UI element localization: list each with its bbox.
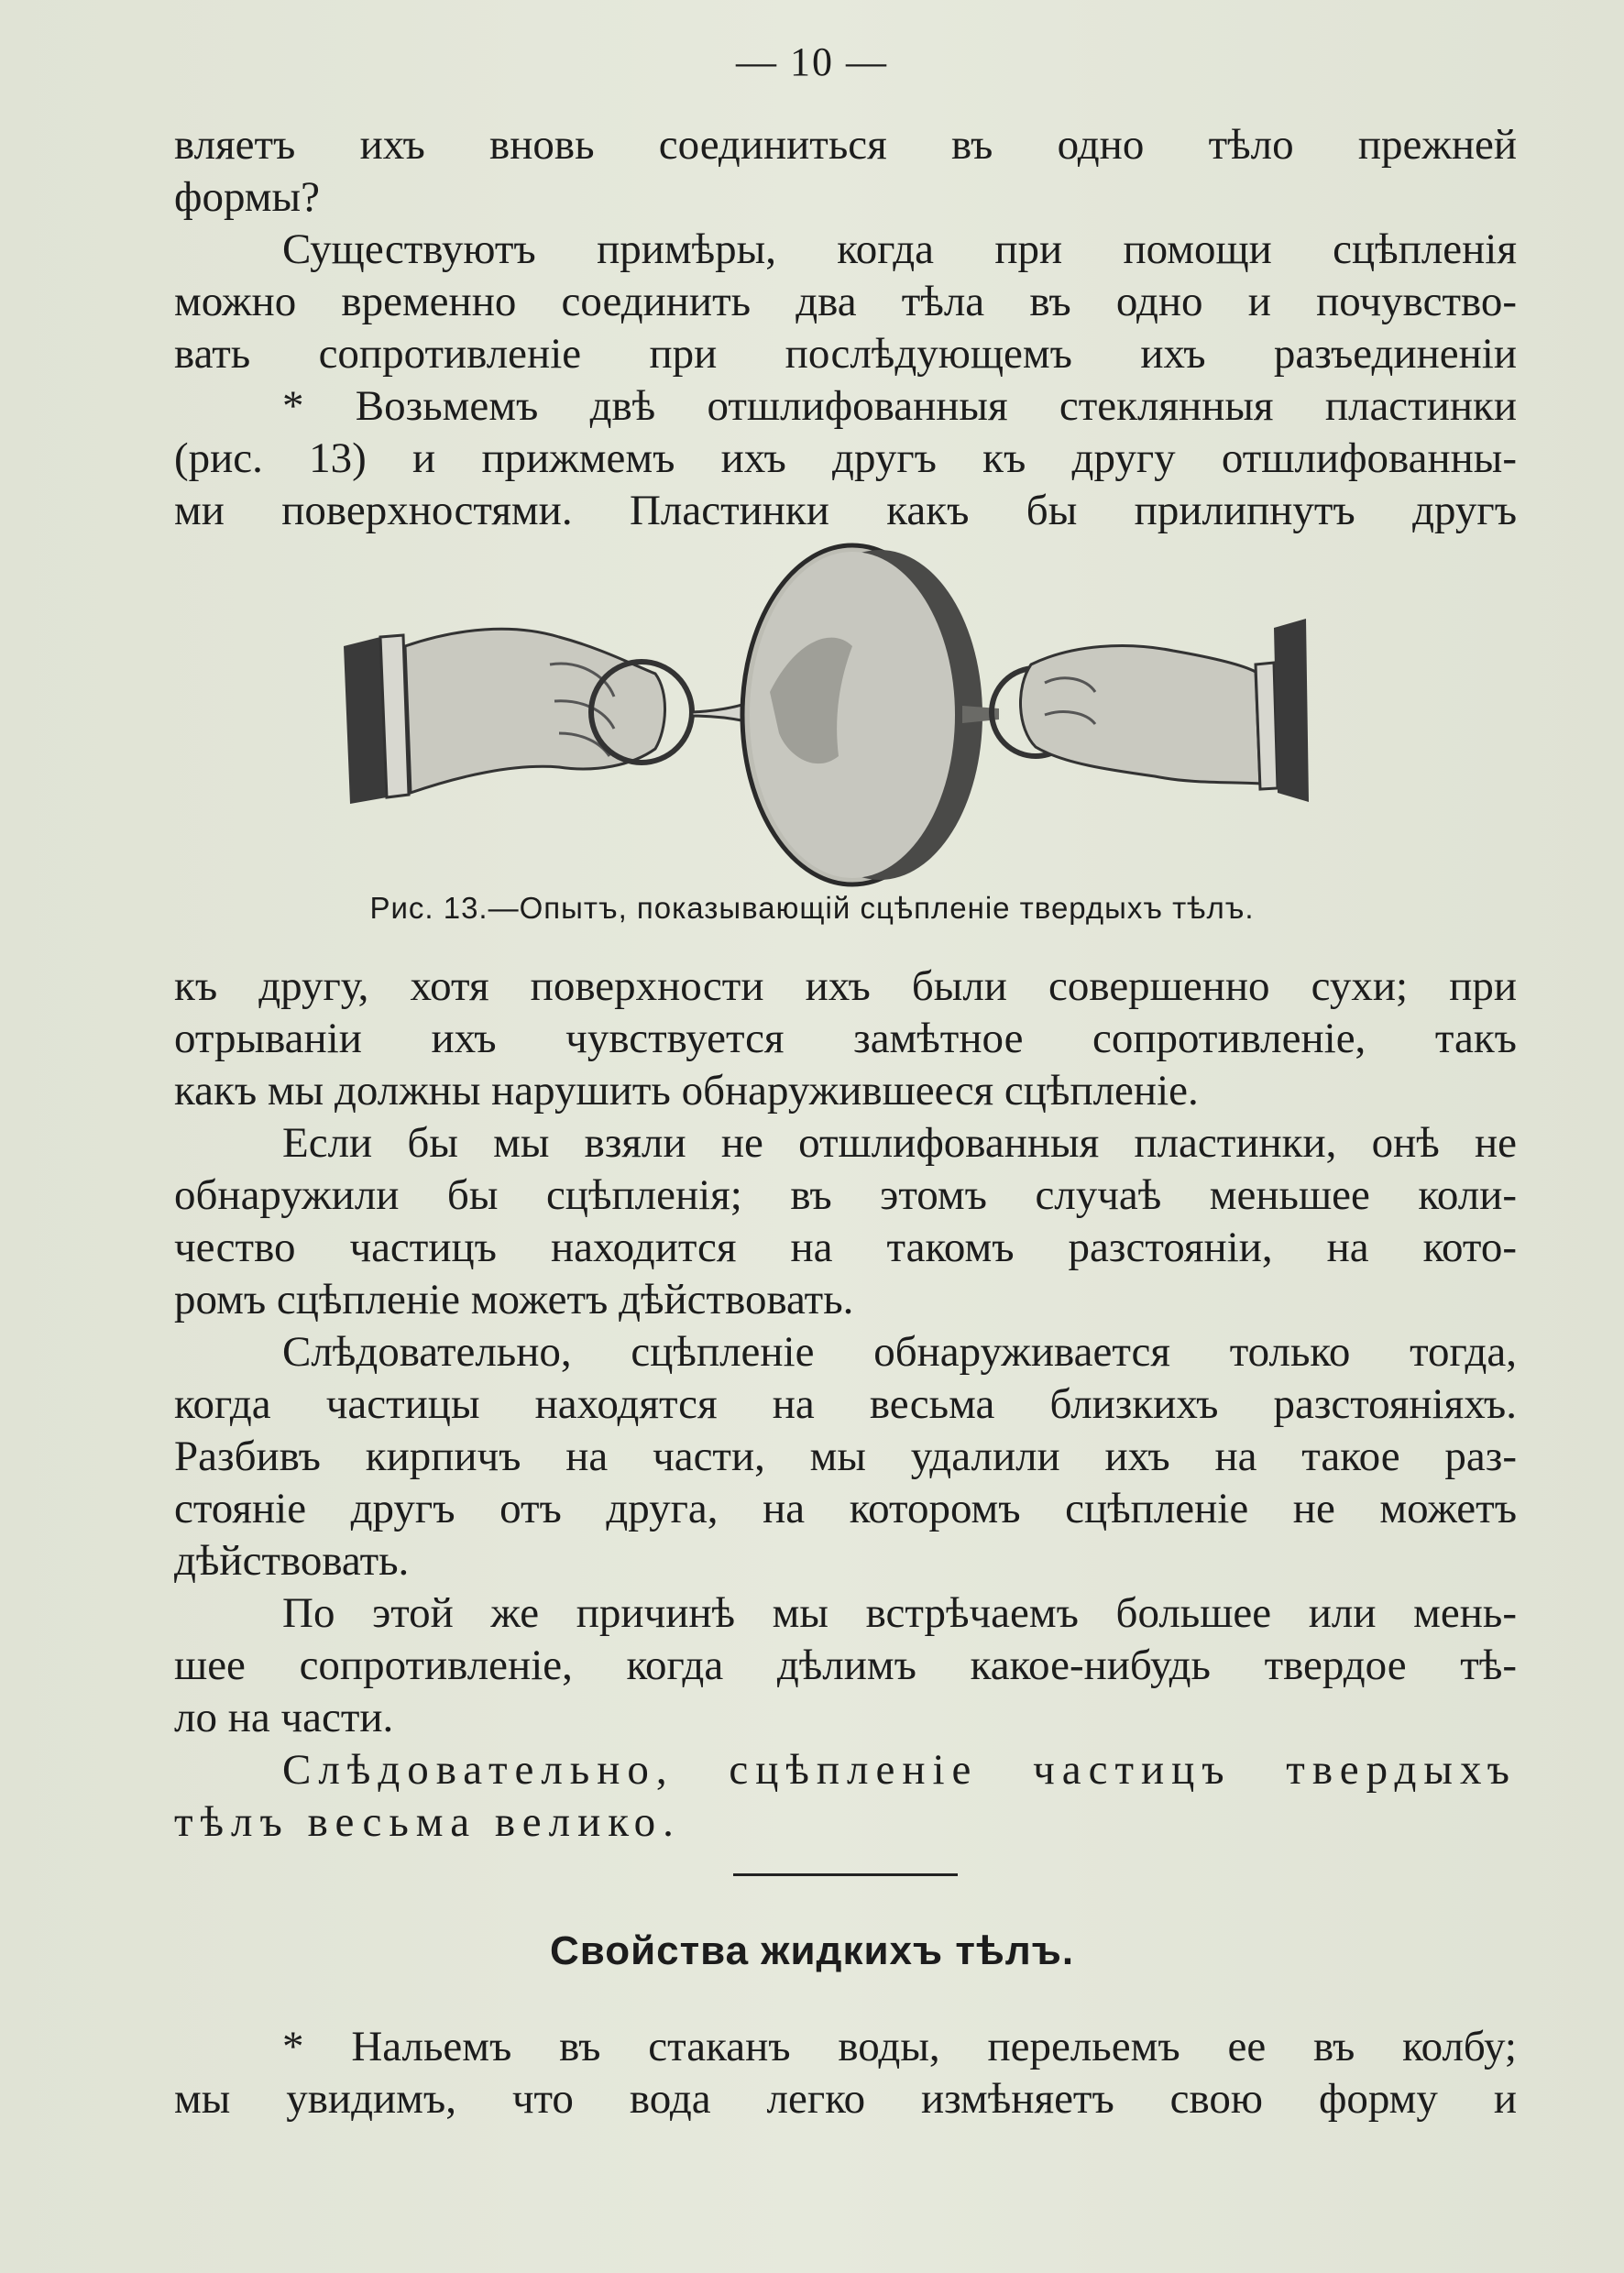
text-line: Слѣдовательно, сцѣпленіе обнаруживается только тогда, <box>282 1328 1517 1376</box>
text-line: когда частицы находятся на весьма близкихъ разстояніяхъ. <box>174 1380 1517 1428</box>
text-line: * Возьмемъ двѣ отшлифованныя стеклянныя пластинки <box>282 382 1517 430</box>
text-line: ромъ сцѣпленіе можетъ дѣйствовать. <box>174 1276 854 1323</box>
middle-text <box>174 961 1517 1849</box>
text-line: стояніе другъ отъ друга, на которомъ сцѣпленіе не можетъ <box>174 1485 1517 1532</box>
text-line: можно временно соединить два тѣла въ одно и почувство- <box>174 278 1517 325</box>
section-title: Свойства жидкихъ тѣлъ. <box>549 1928 1075 1973</box>
text-line: дѣйствовать. <box>174 1537 410 1585</box>
text-line: обнаружили бы сцѣпленія; въ этомъ случаѣ меньшее коли- <box>174 1171 1517 1219</box>
section-divider <box>733 1873 958 1876</box>
text-line: отрываніи ихъ чувствуется замѣтное сопротивленіе, такъ <box>174 1015 1517 1062</box>
text-line: шее сопротивленіе, когда дѣлимъ какое-нибудь твердое тѣ- <box>174 1642 1517 1689</box>
top-text <box>174 119 1517 537</box>
text-line: Разбивъ кирпичъ на части, мы удалили ихъ на такое раз- <box>174 1433 1517 1480</box>
text-line: чество частицъ находится на такомъ разстояніи, на кото- <box>174 1224 1517 1271</box>
text-line: Если бы мы взяли не отшлифованныя пластинки, онѣ не <box>282 1119 1517 1167</box>
bottom-text <box>174 2021 1517 2125</box>
text-line: * Нальемъ въ стаканъ воды, перельемъ ее въ колбу; <box>282 2023 1517 2070</box>
text-line: мы увидимъ, что вода легко измѣняетъ свою форму и <box>174 2075 1517 2123</box>
text-line: вляетъ ихъ вновь соединиться въ одно тѣло прежней <box>174 121 1517 169</box>
text-line: Слѣдовательно, сцѣпленіе частицъ твердыхъ <box>282 1746 1517 1794</box>
text-line: какъ мы должны нарушить обнаружившееся сцѣпленіе. <box>174 1067 1199 1115</box>
text-line: ло на части. <box>174 1694 394 1741</box>
text-line: къ другу, хотя поверхности ихъ были совершенно сухи; при <box>174 962 1517 1010</box>
hands-pulling-glass-plates-illustration <box>339 536 1311 894</box>
text-line: тѣлъ весьма велико. <box>174 1798 681 1846</box>
text-line: вать сопротивленіе при послѣдующемъ ихъ разъединеніи <box>174 330 1517 378</box>
text-line: ми поверхностями. Пластинки какъ бы прилипнутъ другъ <box>174 487 1517 534</box>
text-line: формы? <box>174 173 320 221</box>
page-number: — 10 — <box>736 39 888 84</box>
text-line: (рис. 13) и прижмемъ ихъ другъ къ другу отшлифованны- <box>174 434 1517 482</box>
figure-caption: Рис. 13.—Опытъ, показывающій сцѣпленіе твердыхъ тѣлъ. <box>369 891 1255 925</box>
text-line: По этой же причинѣ мы встрѣчаемъ большее или мень- <box>282 1589 1517 1637</box>
text-line: Существуютъ примѣры, когда при помощи сцѣпленія <box>282 225 1517 273</box>
